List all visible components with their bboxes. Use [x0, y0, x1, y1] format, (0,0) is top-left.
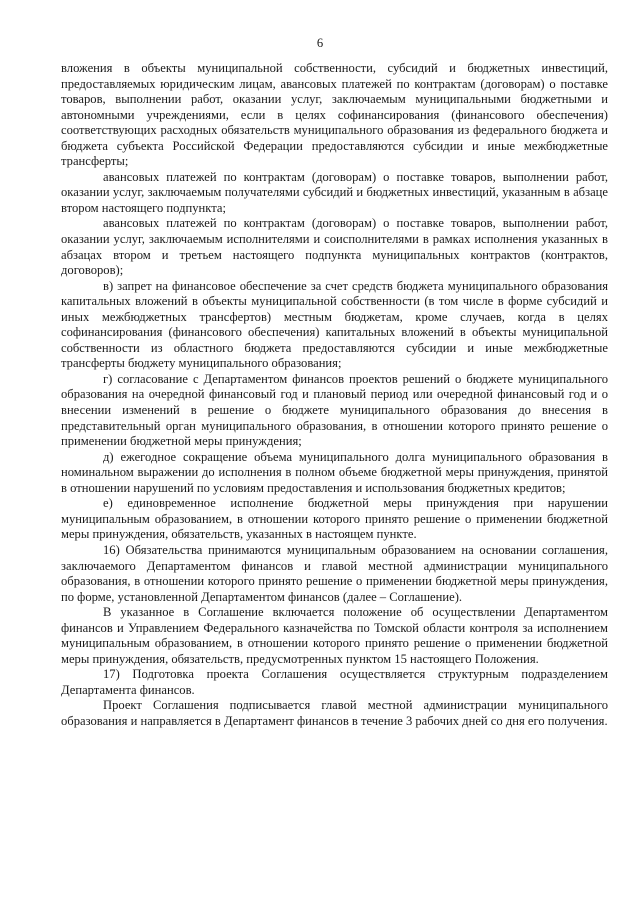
page-number: 6 [316, 36, 324, 50]
paragraph-item-d: д) ежегодное сокращение объема муниципального долга муниципального образования в номинальном выражении до исполнения в полном объеме бюджетной меры принуждения, принятой в отношении нарушений по условиям предоставления и использования бюджетных кредитов; [61, 449, 608, 495]
paragraph-agreement-signing: Проект Соглашения подписывается главой местной администрации муниципального образования и направляется в Департамент финансов в течение 3 рабочих дней со дня его получения. [61, 698, 608, 728]
paragraph-advance-payments-recipients: авансовых платежей по контрактам (договорам) о поставке товаров, выполнении работ, оказании услуг, заключаемым получателями субсидий и бюджетных инвестиций, указанным в абзаце втором настоящего подпункта; [61, 169, 608, 215]
paragraph-17: 17) Подготовка проекта Соглашения осуществляется структурным подразделением Департамента финансов. [61, 667, 608, 697]
paragraph-continuation: вложения в объекты муниципальной собственности, субсидий и бюджетных инвестиций, предоставляемых юридическим лицам, авансовых платежей по контрактам (договорам) о поставке товаров, выполнении работ, оказании услуг, заключаемым муниципальными бюджетными и автономными учреждениями, если в целях софинансирования (финансового обеспечения) соответствующих расходных обязательств муниципального образования из федерального бюджета и бюджета субъекта Российской Федерации предоставляются субсидии и иные межбюджетные трансферты; [61, 61, 608, 169]
paragraph-16: 16) Обязательства принимаются муниципальным образованием на основании соглашения, заключаемого Департаментом финансов и главой местной администрации муниципального образования, в отношении которого принято решение о применении бюджетной меры принуждения, по форме, установленной Департаментом финансов (далее – Соглашение). [61, 542, 608, 604]
paragraph-advance-payments-contractors: авансовых платежей по контрактам (договорам) о поставке товаров, выполнении работ, оказании услуг, заключаемым исполнителями и соисполнителями в рамках исполнения указанных в абзацах втором и третьем настоящего подпункта муниципальных контрактов (контрактов, договоров); [61, 216, 608, 278]
paragraph-agreement-provision: В указанное в Соглашение включается положение об осуществлении Департаментом финансов и Управлением Федерального казначейства по Томской области контроля за исполнением муниципальным образованием, в отношении которого принято решение о применении бюджетной меры принуждения, обязательств, предусмотренных пунктом 15 настоящего Положения. [61, 605, 608, 666]
paragraph-item-e: е) единовременное исполнение бюджетной меры принуждения при нарушении муниципальным образованием, в отношении которого принято решение о применении бюджетной меры принуждения, обязательств, указанных в настоящем пункте. [61, 496, 608, 542]
document-body [61, 61, 608, 730]
paragraph-item-v: в) запрет на финансовое обеспечение за счет средств бюджета муниципального образования капитальных вложений в объекты муниципальной собственности (в том числе в форме субсидий и иных межбюджетных трансфертов) местным бюджетам, кроме случаев, когда в целях софинансирования (финансового обеспечения) капитальных вложений в объекты муниципальной собственности из областного бюджета предоставляются субсидии и иные межбюджетные трансферты бюджету муниципального образования; [61, 278, 608, 371]
paragraph-item-g: г) согласование с Департаментом финансов проектов решений о бюджете муниципального образования на очередной финансовый год и плановый период или очередной финансовый год и о внесении изменений в решение о бюджете муниципального образования до внесения в представительный орган муниципального образования, в отношении которого принято решение о применении бюджетной меры принуждения; [61, 371, 608, 449]
